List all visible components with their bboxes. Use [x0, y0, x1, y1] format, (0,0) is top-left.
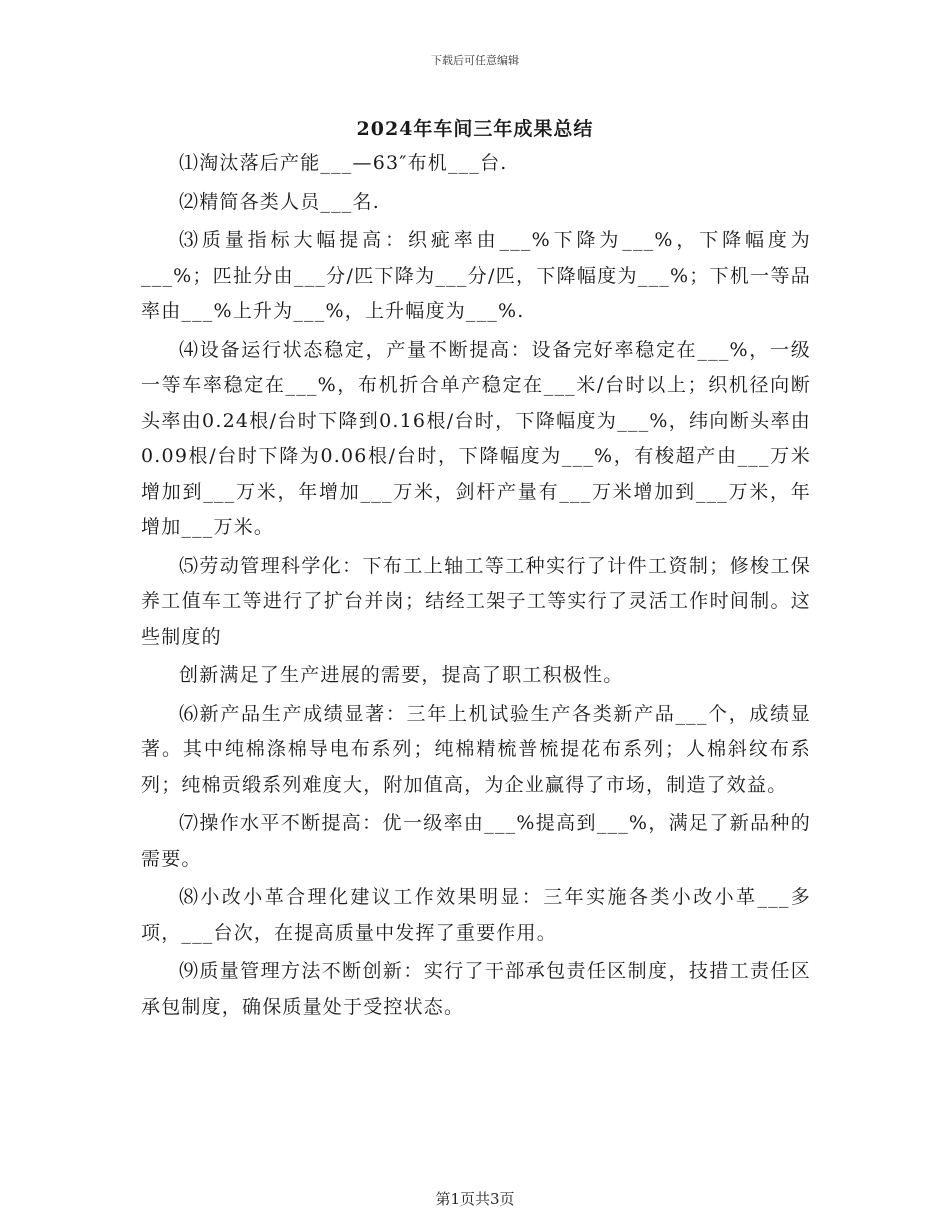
document-title: 2024年车间三年成果总结: [356, 118, 594, 140]
paragraph-2: ⑵精简各类人员___名.: [179, 190, 380, 213]
paragraph-1: ⑴淘汰落后产能___—63″布机___台.: [179, 152, 508, 174]
page-number: 第1页共3页: [435, 1190, 515, 1208]
paragraph-3: ⑶质量指标大幅提高：织疵率由___%下降为___%，下降幅度为___%；匹扯分由___分/匹下降为___分/匹，下降幅度为___%；下机一等品率由___%上升为___%，上升幅度为___%.: [141, 229, 811, 322]
paragraph-8: ⑻小改小革合理化建议工作效果明显：三年实施各类小改小革___多项，___台次，在提高质量中发挥了重要作用。: [141, 886, 811, 944]
paragraph-6: ⑹新产品生产成绩显著：三年上机试验生产各类新产品___个，成绩显著。其中纯棉涤棉导电布系列；纯棉精梳普梳提花布系列；人棉斜纹布系列；纯棉贡缎系列难度大，附加值高，为企业赢得了市场，制造了效益。: [141, 702, 811, 796]
paragraph-7: ⑺操作水平不断提高：优一级率由___%提高到___%，满足了新品种的需要。: [141, 812, 811, 870]
page-header-note: 下载后可任意编辑: [431, 54, 519, 67]
document-body: [141, 146, 811, 1028]
paragraph-5: ⑸劳动管理科学化：下布工上轴工等工种实行了计件工资制；修梭工保养工值车工等进行了扩台并岗；结经工架子工等实行了灵活工作时间制。这些制度的: [141, 554, 811, 648]
paragraph-9: ⑼质量管理方法不断创新：实行了干部承包责任区制度，技措工责任区承包制度，确保质量处于受控状态。: [141, 960, 811, 1018]
paragraph-4: ⑷设备运行状态稳定，产量不断提高：设备完好率稳定在___%，一级一等车率稳定在___%，布机折合单产稳定在___米/台时以上；织机径向断头率由0.24根/台时下降到0.16根/台时，下降幅度为___%，纬向断头率由0.09根/台时下降为0.06根/台时，下降幅度为___%，有梭超产由___万米增加到___万米，年增加___万米，剑杆产量有___万米增加到___万米，年增加___万米。: [141, 338, 811, 538]
paragraph-5-continued: 创新满足了生产进展的需要，提高了职工积极性。: [179, 664, 624, 686]
